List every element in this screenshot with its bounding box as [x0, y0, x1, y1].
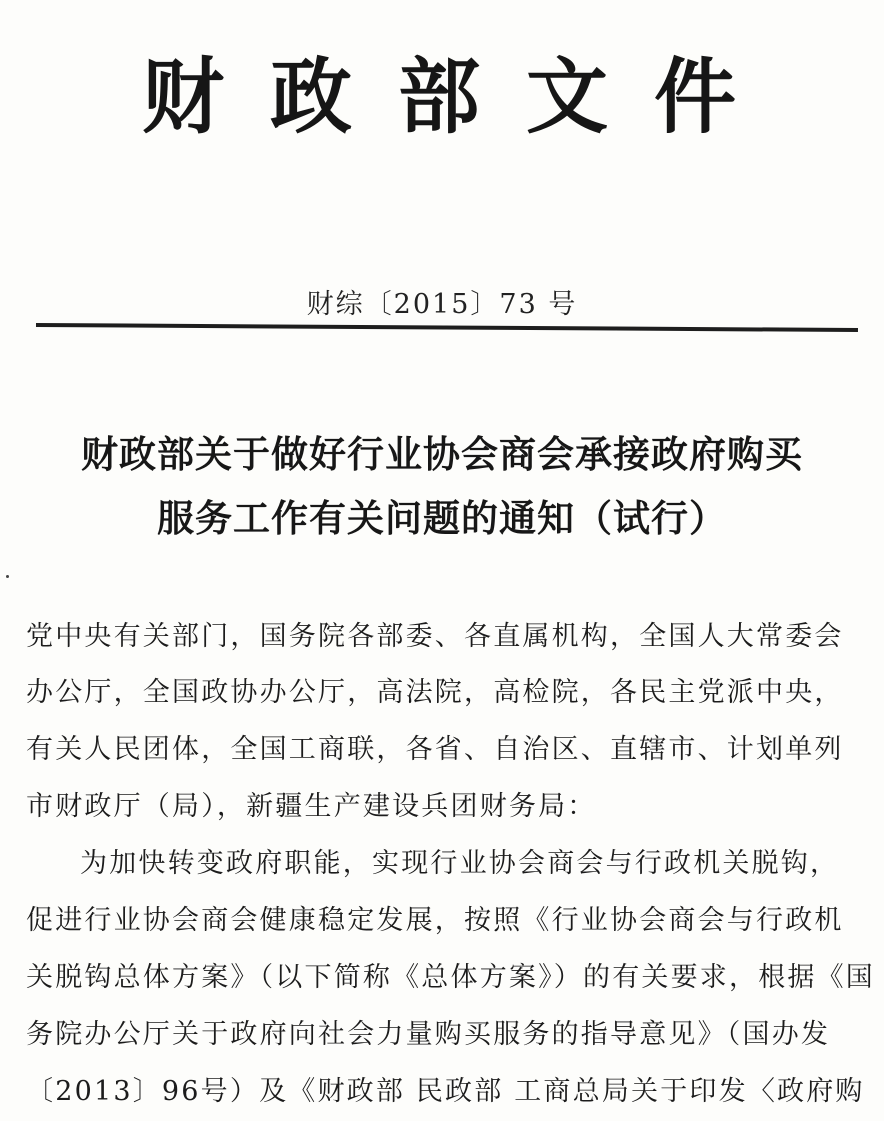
body-line: 促进行业协会商会健康稳定发展，按照《行业协会商会与行政机 [26, 905, 844, 936]
header-divider [36, 323, 858, 332]
body-line: 〔2013〕96号）及《财政部 民政部 工商总局关于印发〈政府购 [26, 1076, 865, 1107]
body-line: 为加快转变政府职能，实现行业协会商会与行政机关脱钩， [80, 848, 840, 879]
body-line: 市财政厅（局），新疆生产建设兵团财务局： [26, 791, 597, 822]
notice-title-line-2: 服务工作有关问题的通知（试行） [157, 497, 727, 540]
body-line: 有关人民团体，全国工商联，各省、自治区、直辖市、计划单列 [26, 734, 844, 765]
scan-speck [6, 575, 9, 578]
body-line: 党中央有关部门，国务院各部委、各直属机构，全国人大常委会 [26, 621, 844, 652]
body-line: 务院办公厅关于政府向社会力量购买服务的指导意见》（国办发 [26, 1019, 831, 1050]
notice-title-line-1: 财政部关于做好行业协会商会承接政府购买 [81, 433, 803, 476]
body-line: 关脱钩总体方案》（以下简称《总体方案》）的有关要求，根据《国 [26, 962, 875, 993]
body-line: 办公厅，全国政协办公厅，高法院，高检院，各民主党派中央， [26, 677, 844, 708]
document-number: 财综〔2015〕73 号 [306, 289, 578, 320]
document-header-title: 财政部文件 [141, 50, 782, 145]
